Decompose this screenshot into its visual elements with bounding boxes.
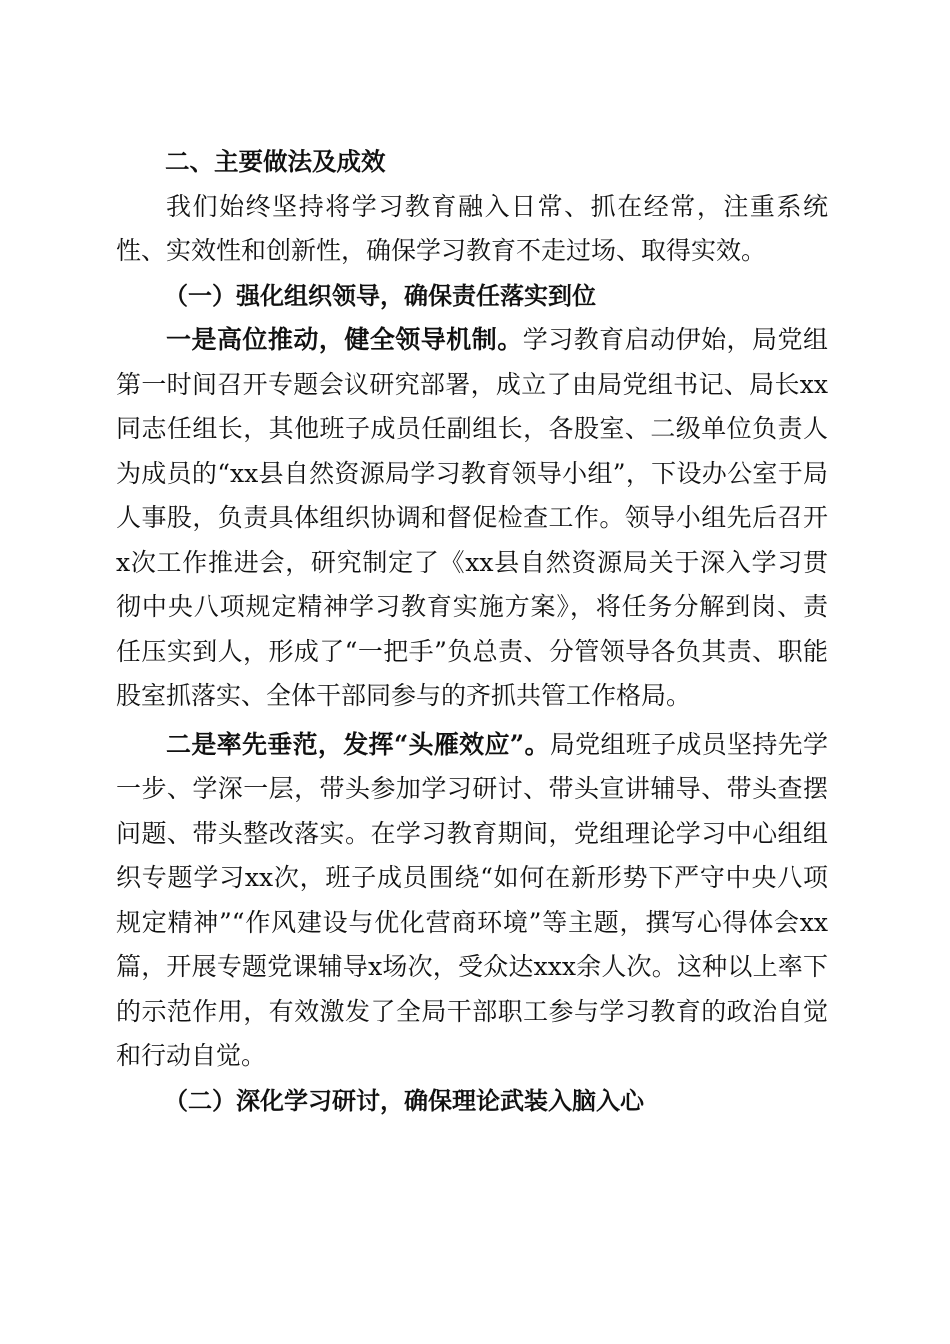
item-1-body: 学习教育启动伊始，局党组第一时间召开专题会议研究部署，成立了由局党组书记、局长xx同志任组长，其他班子成员任副组长，各股室、二级单位负责人为成员的“xx县自然资源局学习教育领导小组”，下设办公室于局人事股，负责具体组织协调和督促检查工作。领导小组先后召开x次工作推进会，研究制定了《xx县自然资源局关于深入学习贯彻中央八项规定精神学习教育实施方案》，将任务分解到岗、责任压实到人，形成了“一把手”负总责、分管领导各负其责、职能股室抓落实、全体干部同参与的齐抓共管工作格局。 (116, 325, 828, 710)
document-body (116, 140, 828, 1123)
subheading-1: （一）强化组织领导，确保责任落实到位 (164, 280, 596, 310)
item-2-body: 局党组班子成员坚持先学一步、学深一层，带头参加学习研讨、带头宣讲辅导、带头查摆问题、带头整改落实。在学习教育期间，党组理论学习中心组组织专题学习xx次，班子成员围绕“如何在新形势下严守中央八项规定精神”“作风建设与优化营商环境”等主题，撰写心得体会xx篇，开展专题党课辅导x场次，受众达xxx余人次。这种以上率下的示范作用，有效激发了全局干部职工参与学习教育的政治自觉和行动自觉。 (116, 729, 828, 1070)
intro-paragraph: 我们始终坚持将学习教育融入日常、抓在经常，注重系统性、实效性和创新性，确保学习教育不走过场、取得实效。 (116, 191, 828, 265)
paragraph-item-1 (116, 318, 828, 719)
section-heading: 二、主要做法及成效 (165, 147, 386, 176)
subheading-2: （二）深化学习研讨，确保理论武装入脑入心 (164, 1085, 644, 1115)
item-2-lead: 二是率先垂范，发挥“头雁效应”。 (166, 729, 550, 759)
paragraph-item-2 (116, 723, 828, 1079)
item-1-lead: 一是高位推动，健全领导机制。 (166, 325, 523, 354)
